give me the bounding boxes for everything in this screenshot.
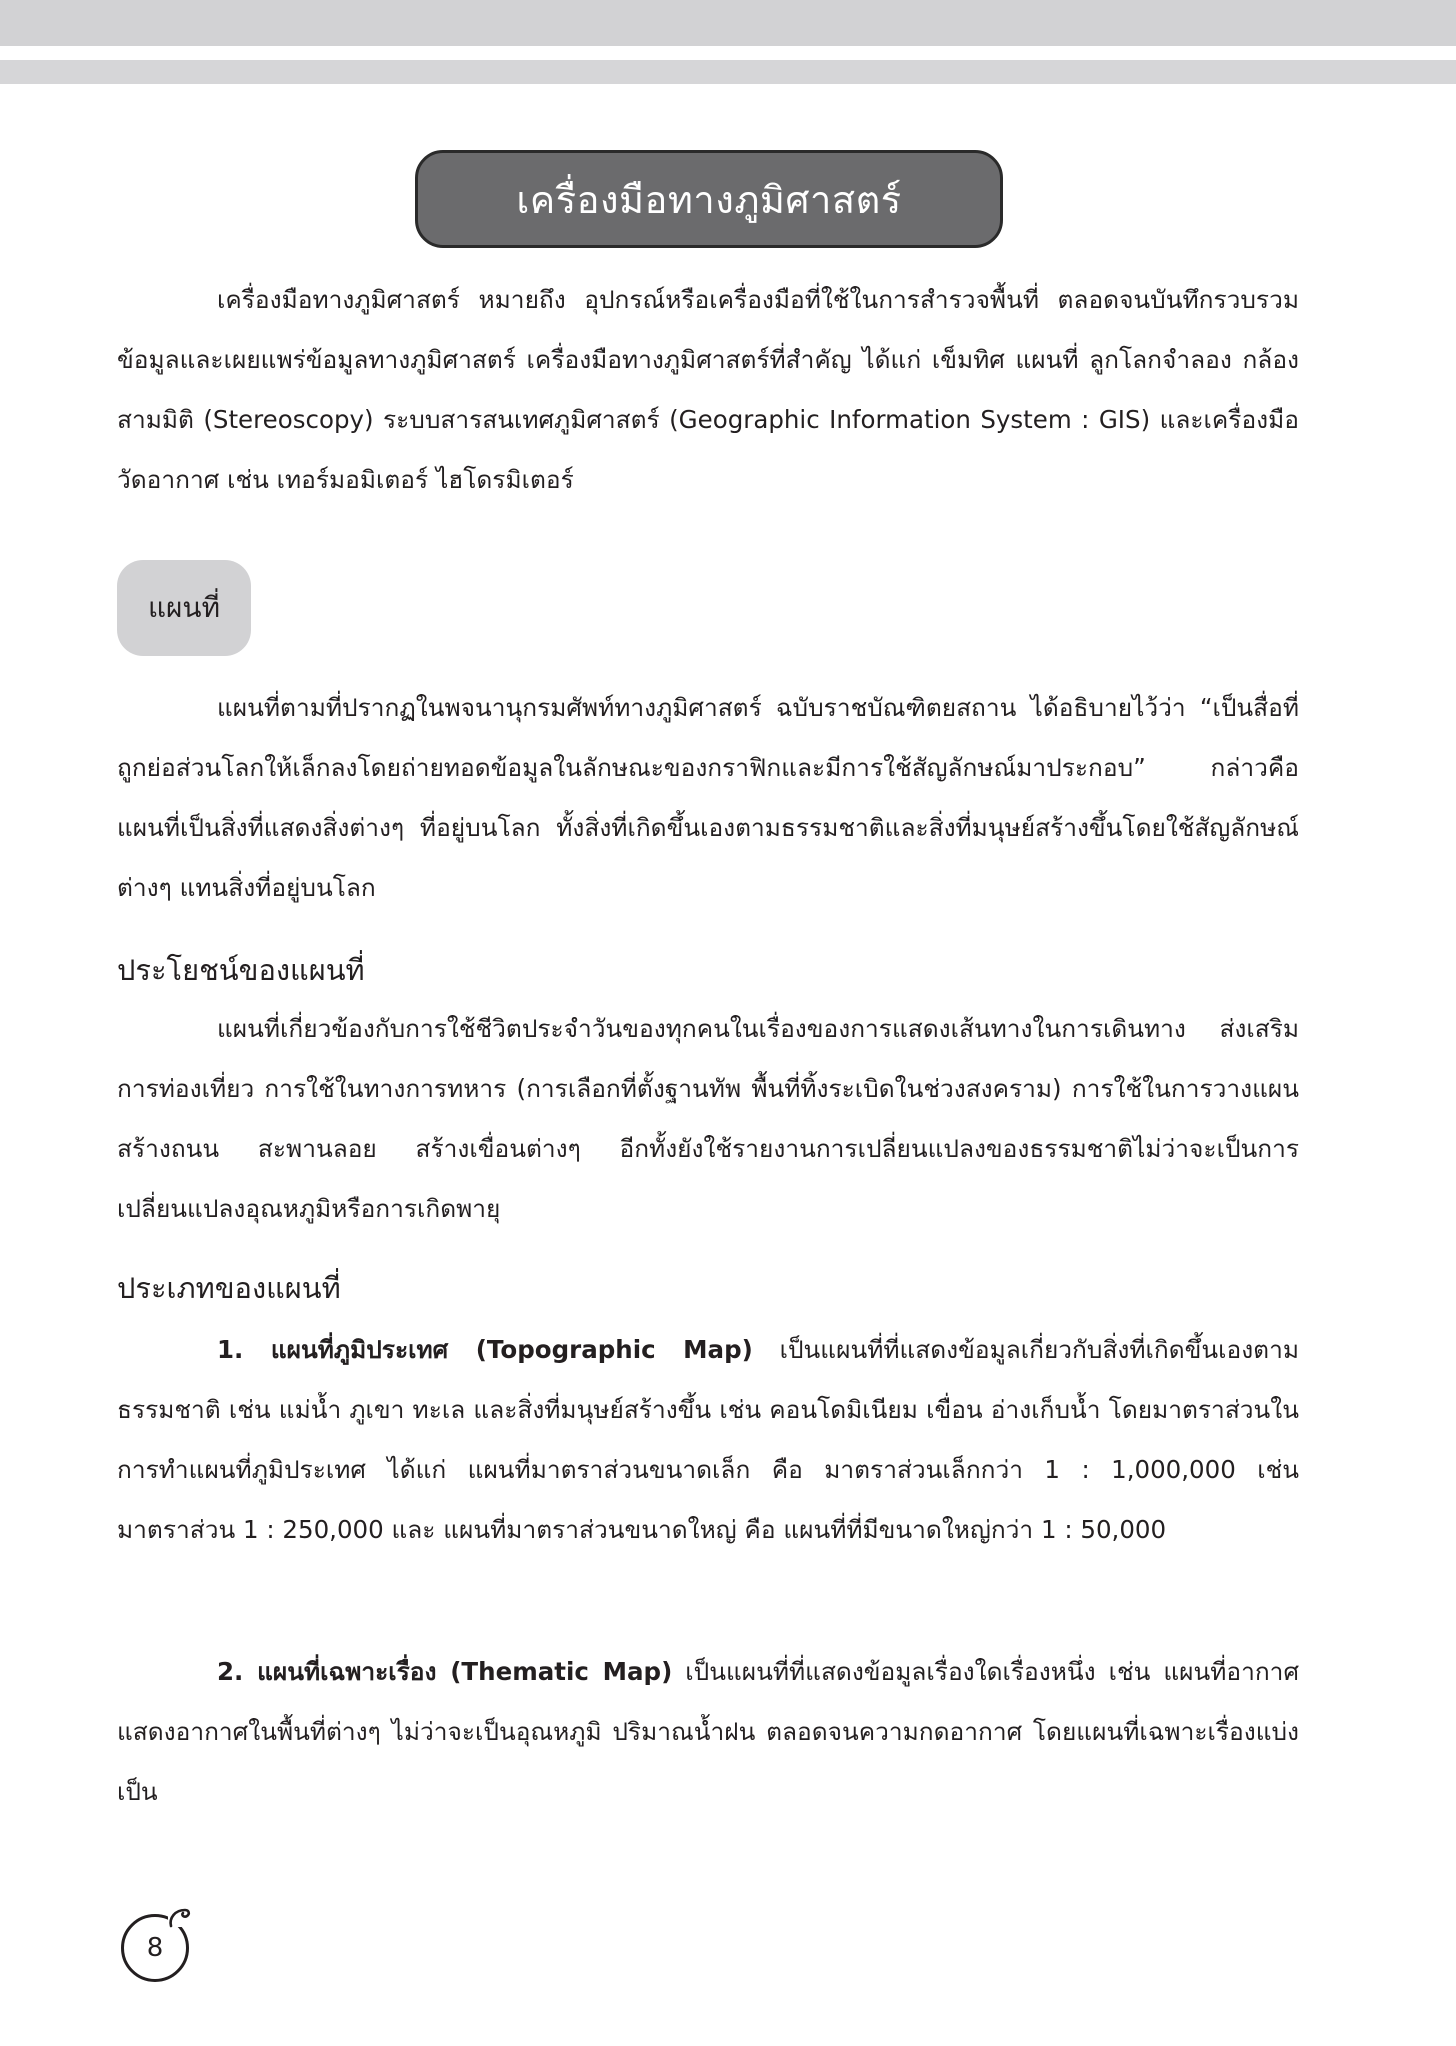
definition-paragraph: แผนที่ตามที่ปรากฏในพจนานุกรมศัพท์ทางภูมิศาสตร์ ฉบับราชบัณฑิตยสถาน ได้อธิบายไว้ว่า “เป็นสื่อที่ถูกย่อส่วนโลกให้เล็กลงโดยถ่ายทอดข้อมูลในลักษณะของกราฟิกและมีการใช้สัญลักษณ์มาประกอบ” กล่าวคือ แผนที่เป็นสิ่งที่แสดงสิ่งต่างๆ ที่อยู่บนโลก ทั้งสิ่งที่เกิดขึ้นเองตามธรรมชาติและสิ่งที่มนุษย์สร้างขึ้นโดยใช้สัญลักษณ์ต่างๆ แทนสิ่งที่อยู่บนโลก [117,693,1299,902]
benefits-paragraph: แผนที่เกี่ยวข้องกับการใช้ชีวิตประจำวันของทุกคนในเรื่องของการแสดงเส้นทางในการเดินทาง ส่งเสริมการท่องเที่ยว การใช้ในทางการทหาร (การเลือกที่ตั้งฐานทัพ พื้นที่ทิ้งระเบิดในช่วงสงคราม) การใช้ในการวางแผนสร้างถนน สะพานลอย สร้างเขื่อนต่างๆ อีกทั้งยังใช้รายงานการเปลี่ยนแปลงของธรรมชาติไม่ว่าจะเป็นการเปลี่ยนแปลงอุณหภูมิหรือการเกิดพายุ [117,1014,1299,1223]
page-title-box [415,150,1003,248]
type-item-label: 1. แผนที่ภูมิประเทศ (Topographic Map) [217,1335,753,1364]
header-band-bottom [0,60,1456,84]
section-label: แผนที่ [147,591,221,624]
intro-paragraph: เครื่องมือทางภูมิศาสตร์ หมายถึง อุปกรณ์หรือเครื่องมือที่ใช้ในการสำรวจพื้นที่ ตลอดจนบันทึกรวบรวมข้อมูลและเผยแพร่ข้อมูลทางภูมิศาสตร์ เครื่องมือทางภูมิศาสตร์ที่สำคัญ ได้แก่ เข็มทิศ แผนที่ ลูกโลกจำลอง กล้องสามมิติ (Stereoscopy) ระบบสารสนเทศภูมิศาสตร์ (Geographic Information System : GIS) และเครื่องมือวัดอากาศ เช่น เทอร์มอมิเตอร์ ไฮโดรมิเตอร์ [117,285,1299,494]
type-item-text: เป็นแผนที่ที่แสดงข้อมูลเรื่องใดเรื่องหนึ่ง เช่น แผนที่อากาศ แสดงอากาศในพื้นที่ต่างๆ ไม่ว่าจะเป็นอุณหภูมิ ปริมาณน้ำฝน ตลอดจนความกดอากาศ โดยแผนที่เฉพาะเรื่องแบ่งเป็น [117,1657,1299,1806]
page-curl-icon [165,1904,193,1932]
type-item-topographic [117,1320,1299,1560]
types-heading: ประเภทของแผนที่ [117,1271,341,1305]
section-label-box [117,560,251,656]
type-item-label: 2. แผนที่เฉพาะเรื่อง (Thematic Map) [217,1657,673,1686]
header-band-top [0,0,1456,46]
type-item-text: เป็นแผนที่ที่แสดงข้อมูลเกี่ยวกับสิ่งที่เกิดขึ้นเองตามธรรมชาติ เช่น แม่น้ำ ภูเขา ทะเล และสิ่งที่มนุษย์สร้างขึ้น เช่น คอนโดมิเนียม เขื่อน อ่างเก็บน้ำ โดยมาตราส่วนในการทำแผนที่ภูมิประเทศ ได้แก่ แผนที่มาตราส่วนขนาดเล็ก คือ มาตราส่วนเล็กกว่า 1 : 1,000,000 เช่น มาตราส่วน 1 : 250,000 และ แผนที่มาตราส่วนขนาดใหญ่ คือ แผนที่ที่มีขนาดใหญ่กว่า 1 : 50,000 [117,1335,1299,1544]
page-number: 8 [146,1933,164,1963]
type-item-thematic [117,1642,1299,1822]
page-title: เครื่องมือทางภูมิศาสตร์ [516,177,902,222]
benefits-heading: ประโยชน์ของแผนที่ [117,953,365,987]
